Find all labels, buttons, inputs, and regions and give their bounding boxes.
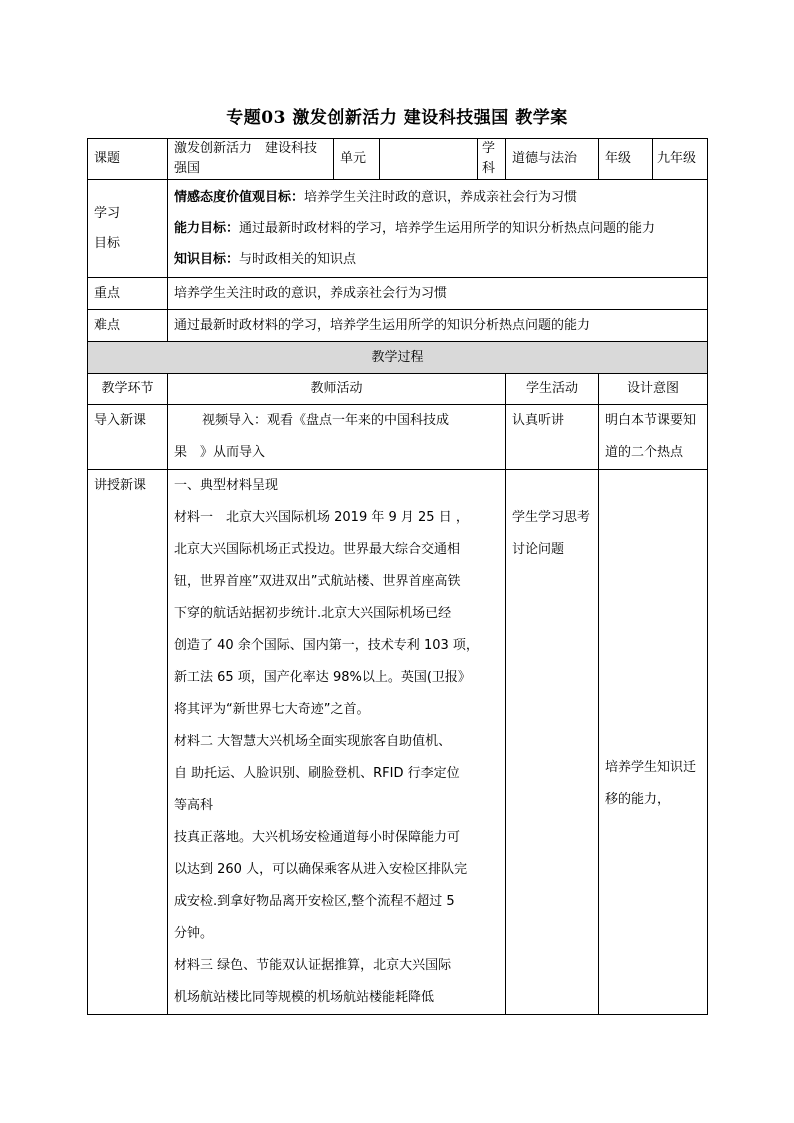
lesson-teacher-line: 新工法 65 项，国产化率达 98%以上。英国(卫报》 xyxy=(174,670,471,685)
column-student: 学生活动 xyxy=(506,374,599,405)
lesson-teacher-line: 材料三 绿色、节能双认证据推算，北京大兴国际 xyxy=(174,958,452,973)
intro-teacher xyxy=(168,405,506,470)
lesson-teacher-line: 将其评为“新世界七大奇迹”之首。 xyxy=(174,702,370,717)
topic-label: 课题 xyxy=(88,139,168,180)
lesson-teacher-line: 技真正落地。大兴机场安检通道每小时保障能力可 xyxy=(174,830,461,845)
intro-student-text: 认真听讲 xyxy=(512,413,565,428)
column-intent: 设计意图 xyxy=(599,374,708,405)
grade-label: 年级 xyxy=(599,139,653,180)
intro-stage-text: 导入新课 xyxy=(94,413,147,428)
column-teacher: 教师活动 xyxy=(168,374,506,405)
lesson-teacher-line: 机场航站楼比同等规模的机场航站楼能耗降低 xyxy=(174,990,435,1005)
process-columns-row xyxy=(88,374,708,405)
intro-teacher-line: 果 》从而导入 xyxy=(174,445,266,460)
lesson-teacher-line: 北京大兴国际机场正式投边。世界最大综合交通相 xyxy=(174,542,461,557)
goal-knowledge-heading: 知识目标： xyxy=(174,252,240,267)
column-stage: 教学环节 xyxy=(88,374,168,405)
lesson-teacher-line: 材料一 北京大兴国际机场 2019 年 9 月 25 日 ， xyxy=(174,510,469,525)
topic-value: 激发创新活力 建设科技强国 xyxy=(168,139,334,180)
goals-label-line2: 目标 xyxy=(94,235,121,251)
process-header-row xyxy=(88,342,708,374)
key-point-text: 培养学生关注时政的意识，养成亲社会行为习惯 xyxy=(168,278,708,310)
lesson-intent-line: 培养学生知识迁 xyxy=(605,760,697,775)
goal-ability xyxy=(174,213,701,244)
grade-value: 九年级 xyxy=(653,139,708,180)
lesson-teacher-line: 一、典型材料呈现 xyxy=(174,478,279,493)
lesson-stage xyxy=(88,470,168,1015)
difficult-point-row xyxy=(88,310,708,342)
difficult-point-label: 难点 xyxy=(88,310,168,342)
goal-emotion-text: 培养学生关注时政的意识，养成亲社会行为习惯 xyxy=(304,190,578,205)
goals-label xyxy=(88,180,168,278)
goal-knowledge xyxy=(174,244,701,275)
intro-teacher-line: 视频导入：观看《盘点一年来的中国科技成 xyxy=(202,413,450,428)
goal-ability-heading: 能力目标： xyxy=(174,221,240,236)
lesson-plan-table xyxy=(87,138,708,1015)
key-point-label: 重点 xyxy=(88,278,168,310)
subject-value: 道德与法治 xyxy=(506,139,599,180)
goals-content xyxy=(168,180,708,278)
intro-row xyxy=(88,405,708,470)
lesson-teacher-line: 分钟。 xyxy=(174,926,214,941)
lesson-teacher-line: 成安检.到拿好物品离开安检区,整个流程不超过 5 xyxy=(174,894,455,909)
difficult-point-text: 通过最新时政材料的学习，培养学生运用所学的知识分析热点问题的能力 xyxy=(168,310,708,342)
goals-row xyxy=(88,180,708,278)
lesson-stage-text: 讲授新课 xyxy=(94,478,147,493)
lesson-teacher-line: 以达到 260 人，可以确保乘客从进入安检区排队完 xyxy=(174,862,468,877)
intro-intent-line: 道的二个热点 xyxy=(605,445,684,460)
lesson-student xyxy=(506,470,599,1015)
unit-value xyxy=(380,139,478,180)
intro-student xyxy=(506,405,599,470)
lesson-teacher-line: 下穿的航话站据初步统计.北京大兴国际机场已经 xyxy=(174,606,452,621)
lesson-teacher-line: 自 助托运、人脸识别、刷脸登机、RFID 行李定位 xyxy=(174,766,460,781)
subject-label: 学科 xyxy=(478,139,506,180)
goal-emotion xyxy=(174,182,701,213)
key-point-row xyxy=(88,278,708,310)
lesson-teacher-line: 等高科 xyxy=(174,798,214,813)
intro-intent-line: 明白本节课要知 xyxy=(605,413,697,428)
unit-label: 单元 xyxy=(334,139,380,180)
lesson-intent-line: 移的能力， xyxy=(605,792,671,807)
lesson-teacher xyxy=(168,470,506,1015)
intro-stage xyxy=(88,405,168,470)
header-row xyxy=(88,139,708,180)
lesson-teacher-line: 钮，世界首座”双进双出”式航站楼、世界首座高铁 xyxy=(174,574,461,589)
lesson-row xyxy=(88,470,708,1015)
goals-label-line1: 学习 xyxy=(94,205,121,221)
lesson-teacher-line: 材料二 大智慧大兴机场全面实现旅客自助值机、 xyxy=(174,734,452,749)
lesson-teacher-line: 创造了 40 余个国际、国内第一，技术专利 103 项， xyxy=(174,638,479,653)
lesson-student-line: 讨论问题 xyxy=(512,542,565,557)
page-title: 专题03 激发创新活力 建设科技强国 教学案 xyxy=(226,108,568,128)
intro-intent xyxy=(599,405,708,470)
lesson-intent xyxy=(599,470,708,1015)
goal-emotion-heading: 情感态度价值观目标： xyxy=(174,190,305,205)
process-header: 教学过程 xyxy=(88,342,708,374)
lesson-student-line: 学生学习思考 xyxy=(512,510,591,525)
goal-ability-text: 通过最新时政材料的学习，培养学生运用所学的知识分析热点问题的能力 xyxy=(239,221,656,236)
goal-knowledge-text: 与时政相关的知识点 xyxy=(239,252,357,267)
